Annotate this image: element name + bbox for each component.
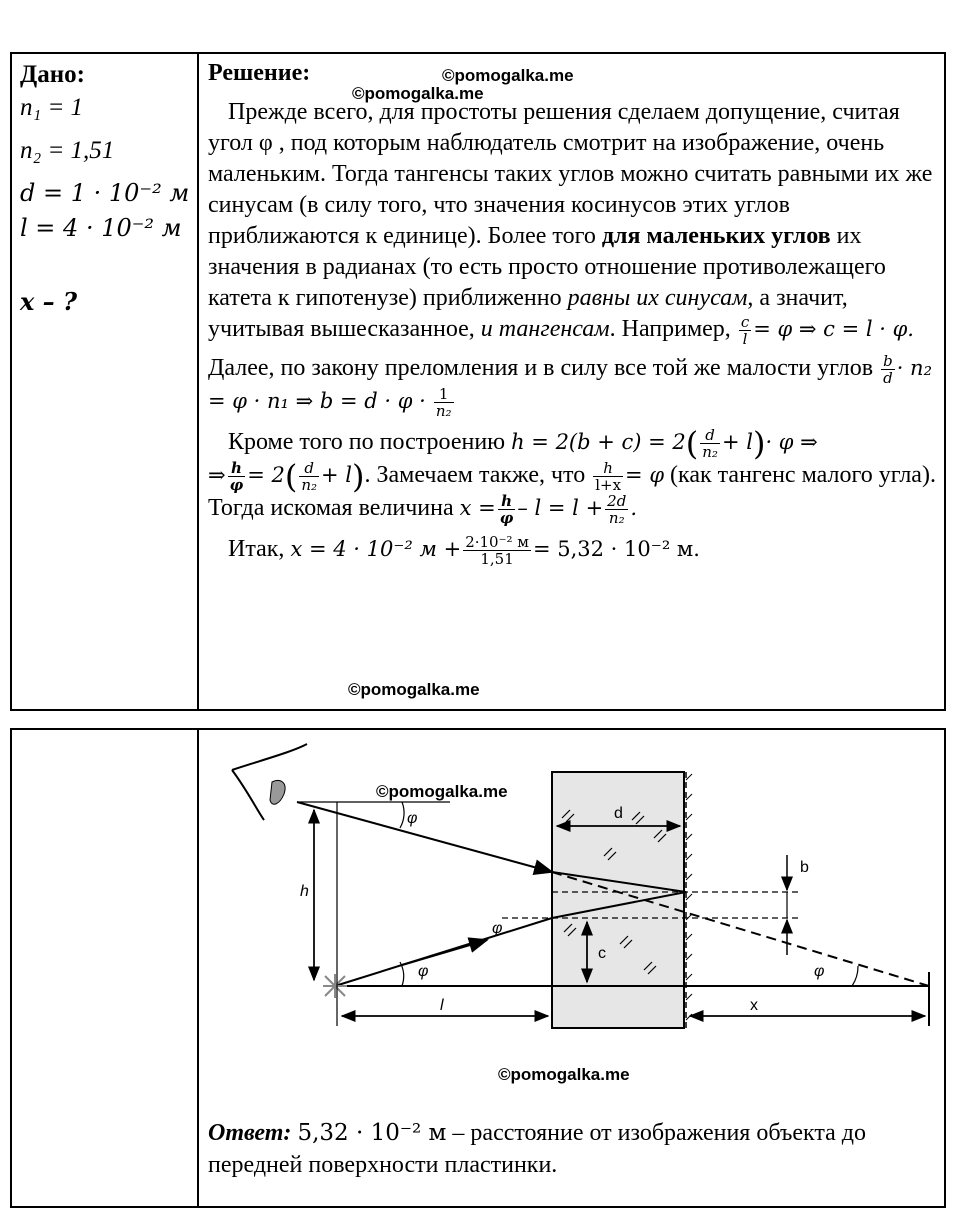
solution-paragraph-1 bbox=[208, 97, 938, 347]
watermark: ©pomogalka.me bbox=[498, 1065, 630, 1084]
formula-2: · n₂ = φ · n₁ ⇒ b = d · φ · bbox=[208, 356, 932, 414]
formula-final: x = 4 · 10⁻² м + bbox=[290, 537, 462, 562]
given-cell bbox=[20, 58, 195, 318]
object-star-icon bbox=[323, 974, 347, 998]
label-phi-top: φ bbox=[407, 810, 418, 827]
solution-text-4: . Замечаем также, что bbox=[364, 462, 586, 489]
label-phi-mid: φ bbox=[492, 920, 503, 937]
solution-paragraph-3: Кроме того по построению h = 2(b + c) = 2( $\frac{d}{\text{n₂}}$ + l)· φ ⇒ ⇒ $\frac{h}{\varphi}$ = 2( $\frac{d}{\text{n₂}}$ + l). Замечаем также, что $\frac{h}{l+x}$ = φ (как тангенс малого угла). Тогда искомая величина x = $\frac{h}{\varphi}$ – l = l + $\frac{2d}{\text{n₂}}$ . bbox=[208, 424, 936, 527]
label-c: c bbox=[598, 945, 606, 962]
answer-block bbox=[208, 1117, 938, 1181]
optics-diagram bbox=[202, 730, 960, 1060]
label-x: x bbox=[750, 997, 758, 1014]
formula-h-over-phi: $\frac{h}{\varphi}$ bbox=[229, 459, 244, 494]
formula-1-over-n2: $\frac{1}{\text{n₂}}$ bbox=[435, 385, 452, 420]
solution-text-4b: (как тангенс малого угла). Тогда искомая величина bbox=[208, 462, 936, 522]
solution-text-5: Итак, bbox=[228, 536, 285, 563]
solution-italic-1: равны их синусам bbox=[567, 285, 748, 311]
solution-text-1b: их значения в радианах (то есть просто отношение противолежащего катета к гипотенузе) приближенно bbox=[208, 223, 886, 311]
solution-paragraph-2 bbox=[208, 353, 938, 419]
given-n1: n₁ = 1 bbox=[20, 94, 84, 121]
label-d: d bbox=[614, 805, 623, 822]
label-b: b bbox=[800, 859, 809, 876]
diagram-table bbox=[10, 728, 946, 1208]
given-l: l = 4 · 10⁻² м bbox=[20, 214, 182, 242]
label-phi-image: φ bbox=[814, 963, 825, 980]
solution-italic-2: и тангенсам bbox=[480, 316, 610, 343]
solution-text-1: Прежде всего, для простоты решения сделаем допущение, считая угол φ , под которым наблюдатель смотрит на изображение, очень маленьким. Тогда тангенсы таких углов можно считать равными их же синусам (в силу того, что значения косинусов этих углов приближаются к единице). Более того bbox=[208, 99, 933, 249]
column-divider bbox=[197, 54, 199, 709]
answer-label: Ответ: bbox=[208, 1120, 292, 1146]
solution-text-3: Кроме того по построению bbox=[228, 429, 506, 456]
solution-text-1d: . Например, bbox=[609, 316, 731, 343]
solution-text-1c: , а значит, учитывая вышесказанное, bbox=[208, 285, 848, 343]
solution-table bbox=[10, 52, 946, 711]
column-divider bbox=[197, 730, 199, 1206]
given-n2: n₂ = 1,51 bbox=[20, 137, 115, 164]
solution-bold-1: для маленьких углов bbox=[601, 223, 831, 249]
label-h: h bbox=[300, 883, 309, 900]
formula-1: = φ ⇒ c = l · φ. bbox=[753, 317, 914, 342]
formula-3: h = 2(b + c) = 2 bbox=[511, 430, 686, 455]
watermark: ©pomogalka.me bbox=[348, 680, 480, 699]
solution-title: Решение: bbox=[208, 60, 311, 86]
given-title: Дано: bbox=[20, 61, 85, 88]
given-d: d = 1 · 10⁻² м bbox=[20, 179, 190, 207]
eye-icon bbox=[232, 744, 307, 820]
answer-value: 5,32 · 10⁻² м bbox=[297, 1120, 447, 1146]
watermark: ©pomogalka.me bbox=[442, 66, 574, 85]
given-find: x – ? bbox=[20, 287, 78, 316]
solution-cell bbox=[208, 58, 938, 567]
label-phi-bottom: φ bbox=[418, 963, 429, 980]
formula-c-over-l: $\frac{c}{l}$ bbox=[740, 313, 750, 348]
solution-paragraph-5: Итак, x = 4 · 10⁻² м + $\frac{\text{2·10⁻² м}}{1,51}$ = 5,32 · 10⁻² м. bbox=[228, 533, 700, 568]
label-l: l bbox=[440, 997, 444, 1014]
answer-text: – расстояние от изображения объекта до передней поверхности пластинки. bbox=[208, 1120, 866, 1178]
solution-text-2: Далее, по закону преломления и в силу все той же малости углов bbox=[208, 355, 874, 382]
formula-b-over-d: $\frac{b}{d}$ bbox=[883, 352, 893, 387]
watermark: ©pomogalka.me bbox=[352, 84, 484, 103]
formula-h-over-lx: $\frac{h}{l+x}$ bbox=[595, 459, 622, 494]
watermark: ©pomogalka.me bbox=[376, 782, 508, 801]
